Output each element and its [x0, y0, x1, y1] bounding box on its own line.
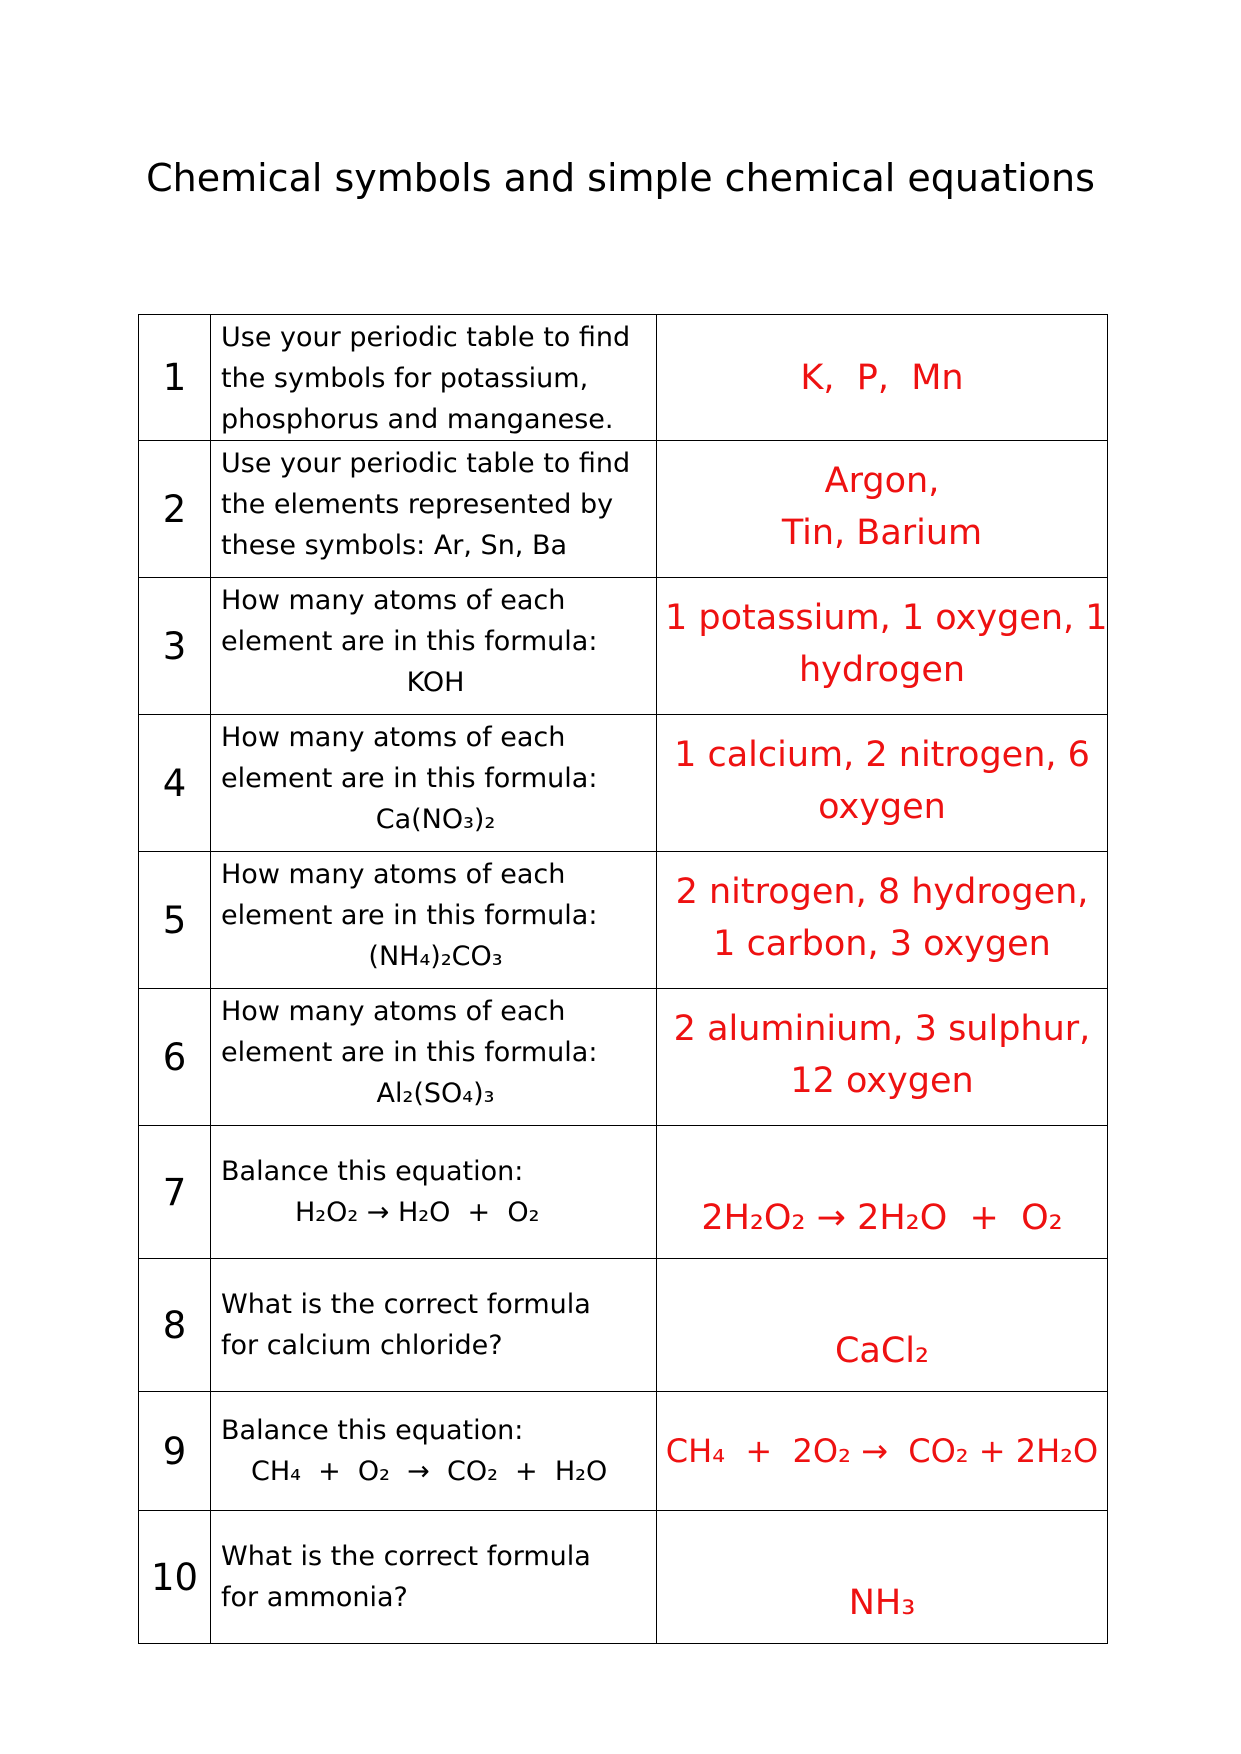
table-row: [139, 1511, 1108, 1644]
answer-cell: [657, 989, 1108, 1126]
question-text: Balance this equation:: [221, 1156, 524, 1187]
question-text: Use your periodic table to find: [221, 448, 631, 479]
answer-cell: [657, 1126, 1108, 1259]
question-text: element are in this formula:: [221, 1037, 598, 1068]
answer-cell: [657, 441, 1108, 578]
page-title: Chemical symbols and simple chemical equations: [146, 156, 1095, 200]
question-cell: [211, 1259, 657, 1392]
answer-text: Argon,: [824, 461, 940, 501]
question-cell: [211, 852, 657, 989]
question-text: the elements represented by: [221, 489, 614, 520]
question-text: Balance this equation:: [221, 1415, 524, 1446]
question-cell: [211, 989, 657, 1126]
answer-text: 2H₂O₂ → 2H₂O + O₂: [701, 1198, 1063, 1238]
question-cell: [211, 578, 657, 715]
answer-text: 12 oxygen: [790, 1061, 974, 1101]
formula: Ca(NO₃)₂: [375, 804, 496, 835]
answer-text: Tin, Barium: [781, 513, 983, 553]
question-number: 5: [139, 852, 211, 989]
table-row: [139, 852, 1108, 989]
question-cell: [211, 715, 657, 852]
answer-text: 1 carbon, 3 oxygen: [713, 924, 1051, 964]
question-cell: [211, 441, 657, 578]
question-number: 4: [139, 715, 211, 852]
answer-cell: [657, 1259, 1108, 1392]
question-text: How many atoms of each: [221, 996, 566, 1027]
answer-cell: [657, 715, 1108, 852]
formula: Al₂(SO₄)₃: [376, 1078, 495, 1109]
question-cell: [211, 315, 657, 441]
question-cell: [211, 1392, 657, 1511]
answer-text: 2 nitrogen, 8 hydrogen,: [675, 872, 1089, 912]
question-number: 7: [139, 1126, 211, 1259]
question-number: 9: [139, 1392, 211, 1511]
answer-text: 1 calcium, 2 nitrogen, 6: [674, 735, 1090, 775]
question-cell: [211, 1126, 657, 1259]
question-number: 3: [139, 578, 211, 715]
question-text: these symbols: Ar, Sn, Ba: [221, 530, 568, 561]
question-text: How many atoms of each: [221, 722, 566, 753]
question-text: What is the correct formula: [221, 1289, 591, 1320]
question-text: element are in this formula:: [221, 626, 598, 657]
question-text: phosphorus and manganese.: [221, 404, 614, 435]
question-text: element are in this formula:: [221, 900, 598, 931]
formula: KOH: [406, 667, 465, 698]
question-number: 8: [139, 1259, 211, 1392]
answer-cell: [657, 578, 1108, 715]
answer-text: K, P, Mn: [800, 357, 964, 398]
formula: (NH₄)₂CO₃: [368, 941, 503, 972]
answer-text: 2 aluminium, 3 sulphur,: [673, 1009, 1091, 1049]
answer-text: 1 potassium, 1 oxygen, 1: [665, 598, 1108, 638]
question-number: 1: [139, 315, 211, 441]
answer-cell: [657, 315, 1108, 441]
table-row: [139, 578, 1108, 715]
question-text: Use your periodic table to find: [221, 322, 631, 353]
question-number: 2: [139, 441, 211, 578]
question-text: How many atoms of each: [221, 585, 566, 616]
table-row: [139, 441, 1108, 578]
table-row: [139, 1126, 1108, 1259]
worksheet-table: [138, 314, 1108, 1644]
table-row: [139, 989, 1108, 1126]
question-text: What is the correct formula: [221, 1541, 591, 1572]
table-row: [139, 1392, 1108, 1511]
answer-text: CH₄ + 2O₂ → CO₂ + 2H₂O: [665, 1432, 1099, 1470]
question-cell: [211, 1511, 657, 1644]
answer-text: NH₃: [848, 1583, 916, 1623]
answer-text: CaCl₂: [834, 1331, 930, 1371]
question-text: the symbols for potassium,: [221, 363, 589, 394]
answer-text: oxygen: [818, 787, 946, 827]
answer-cell: [657, 1392, 1108, 1511]
question-text: element are in this formula:: [221, 763, 598, 794]
table-row: [139, 315, 1108, 441]
answer-cell: [657, 852, 1108, 989]
table-row: [139, 1259, 1108, 1392]
question-number: 10: [139, 1511, 211, 1644]
equation: H₂O₂ → H₂O + O₂: [295, 1197, 540, 1228]
question-text: How many atoms of each: [221, 859, 566, 890]
equation: CH₄ + O₂ → CO₂ + H₂O: [251, 1456, 608, 1487]
question-text: for calcium chloride?: [221, 1330, 503, 1361]
table-row: [139, 715, 1108, 852]
answer-text: hydrogen: [798, 650, 966, 690]
question-number: 6: [139, 989, 211, 1126]
answer-cell: [657, 1511, 1108, 1644]
question-text: for ammonia?: [221, 1582, 408, 1613]
